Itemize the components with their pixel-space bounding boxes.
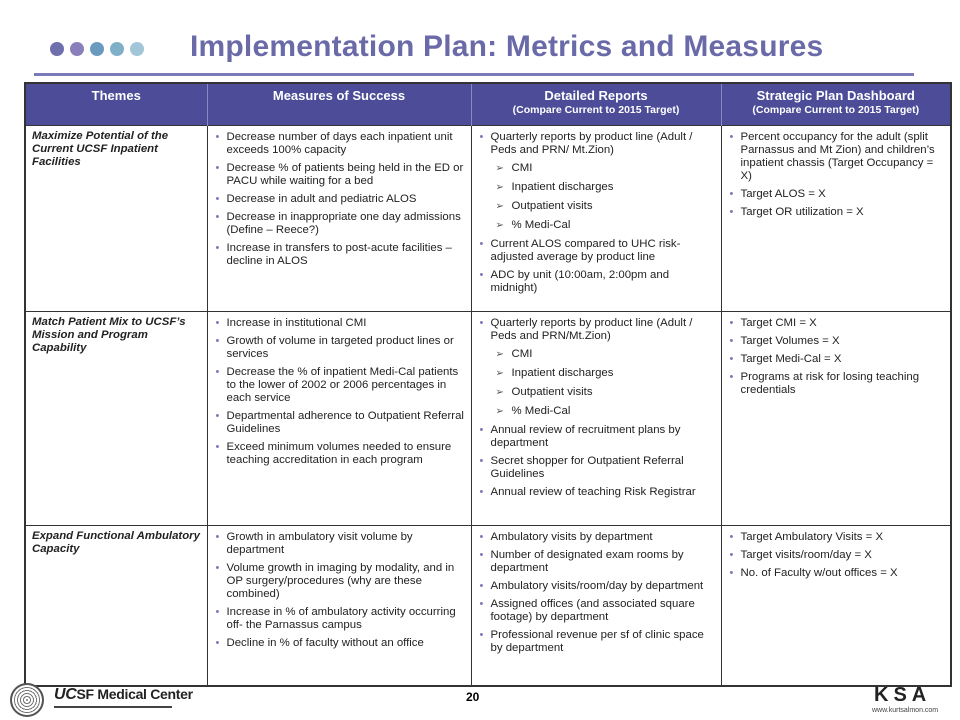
list-item: • Exceed minimum volumes needed to ensure teaching accreditation in each program — [214, 441, 467, 467]
list-item: • Annual review of teaching Risk Registrar — [478, 486, 717, 499]
measures-list — [214, 531, 467, 650]
dashboard-list — [728, 131, 947, 219]
ucsf-logo: UCSF Medical Center — [54, 686, 193, 703]
list-item: • Volume growth in imaging by modality, and in OP surgery/procedures (why are these combined) — [214, 562, 467, 601]
list-item: • Decrease in adult and pediatric ALOS — [214, 193, 467, 206]
reports-cell — [471, 526, 721, 686]
list-item: • Percent occupancy for the adult (split Parnassus and Mt Zion) and children’s inpatient chassis (Target Occupancy = X) — [728, 131, 947, 183]
column-header-reports: Detailed Reports (Compare Current to 2015 Target) — [471, 83, 721, 126]
theme-cell: Maximize Potential of the Current UCSF Inpatient Facilities — [25, 126, 207, 312]
list-item: ➢ Outpatient visits — [478, 386, 717, 399]
title-dot — [130, 42, 144, 56]
list-item: • Growth in ambulatory visit volume by department — [214, 531, 467, 557]
reports-list — [478, 317, 717, 499]
list-item: • Quarterly reports by product line (Adult / Peds and PRN/ Mt.Zion) — [478, 131, 717, 157]
list-item: • Target Ambulatory Visits = X — [728, 531, 947, 544]
theme-cell: Expand Functional Ambulatory Capacity — [25, 526, 207, 686]
dashboard-list — [728, 531, 947, 580]
list-item: • Increase in institutional CMI — [214, 317, 467, 330]
column-subheader: (Compare Current to 2015 Target) — [512, 104, 680, 116]
table-row — [25, 126, 951, 312]
metrics-table — [24, 82, 952, 687]
reports-list — [478, 531, 717, 655]
list-item: ➢ % Medi-Cal — [478, 219, 717, 232]
list-item: • Target visits/room/day = X — [728, 549, 947, 562]
measures-cell — [207, 312, 471, 526]
title-dot — [90, 42, 104, 56]
column-header-dashboard: Strategic Plan Dashboard (Compare Current to 2015 Target) — [721, 83, 951, 126]
page-title: Implementation Plan: Metrics and Measures — [190, 30, 824, 63]
list-item: • Increase in % of ambulatory activity occurring off- the Parnassus campus — [214, 606, 467, 632]
ksa-url: www.kurtsalmon.com — [872, 707, 939, 714]
list-item: ➢ Outpatient visits — [478, 200, 717, 213]
reports-cell — [471, 126, 721, 312]
list-item: • Increase in transfers to post-acute facilities – decline in ALOS — [214, 242, 467, 268]
column-subheader: (Compare Current to 2015 Target) — [752, 104, 920, 116]
list-item: • Target CMI = X — [728, 317, 947, 330]
list-item: • Target Medi-Cal = X — [728, 353, 947, 366]
title-dot — [70, 42, 84, 56]
dashboard-cell — [721, 526, 951, 686]
list-item: • Programs at risk for losing teaching credentials — [728, 371, 947, 397]
dashboard-cell — [721, 126, 951, 312]
list-item: • Number of designated exam rooms by department — [478, 549, 717, 575]
list-item: • Decrease in inappropriate one day admissions (Define – Reece?) — [214, 211, 467, 237]
page-number: 20 — [466, 690, 480, 704]
reports-list — [478, 131, 717, 295]
university-seal-logo — [10, 683, 44, 717]
list-item: • Target ALOS = X — [728, 188, 947, 201]
list-item: • Ambulatory visits by department — [478, 531, 717, 544]
list-item: ➢ CMI — [478, 348, 717, 361]
title-underline — [34, 73, 914, 76]
title-dot — [110, 42, 124, 56]
reports-cell — [471, 312, 721, 526]
list-item: • Decrease the % of inpatient Medi-Cal patients to the lower of 2002 or 2006 percentages in each service — [214, 366, 467, 405]
table-row — [25, 526, 951, 686]
list-item: • Growth of volume in targeted product lines or services — [214, 335, 467, 361]
list-item: • Decrease number of days each inpatient unit exceeds 100% capacity — [214, 131, 467, 157]
ucsf-logo-underline — [54, 706, 172, 708]
measures-cell — [207, 126, 471, 312]
measures-list — [214, 131, 467, 268]
list-item: ➢ Inpatient discharges — [478, 181, 717, 194]
list-item: • Decrease % of patients being held in the ED or PACU while waiting for a bed — [214, 162, 467, 188]
title-dot — [50, 42, 64, 56]
table-header-row — [25, 83, 951, 126]
title-dots — [50, 42, 144, 58]
table-row — [25, 312, 951, 526]
measures-list — [214, 317, 467, 467]
list-item: • Quarterly reports by product line (Adult / Peds and PRN/Mt.Zion) — [478, 317, 717, 343]
list-item: ➢ Inpatient discharges — [478, 367, 717, 380]
list-item: • Secret shopper for Outpatient Referral Guidelines — [478, 455, 717, 481]
list-item: • Departmental adherence to Outpatient Referral Guidelines — [214, 410, 467, 436]
dashboard-cell — [721, 312, 951, 526]
column-header-measures: Measures of Success — [207, 83, 471, 126]
dashboard-list — [728, 317, 947, 397]
measures-cell — [207, 526, 471, 686]
list-item: • Annual review of recruitment plans by department — [478, 424, 717, 450]
list-item: • Ambulatory visits/room/day by department — [478, 580, 717, 593]
list-item: • Professional revenue per sf of clinic space by department — [478, 629, 717, 655]
list-item: • Target Volumes = X — [728, 335, 947, 348]
list-item: • Assigned offices (and associated square footage) by department — [478, 598, 717, 624]
list-item: • Target OR utilization = X — [728, 206, 947, 219]
list-item: • Decline in % of faculty without an office — [214, 637, 467, 650]
list-item: • Current ALOS compared to UHC risk-adjusted average by product line — [478, 238, 717, 264]
theme-cell: Match Patient Mix to UCSF’s Mission and Program Capability — [25, 312, 207, 526]
list-item: ➢ % Medi-Cal — [478, 405, 717, 418]
list-item: • ADC by unit (10:00am, 2:00pm and midnight) — [478, 269, 717, 295]
list-item: • No. of Faculty w/out offices = X — [728, 567, 947, 580]
list-item: ➢ CMI — [478, 162, 717, 175]
column-header-themes: Themes — [25, 83, 207, 126]
ksa-logo: KSA — [874, 684, 932, 706]
